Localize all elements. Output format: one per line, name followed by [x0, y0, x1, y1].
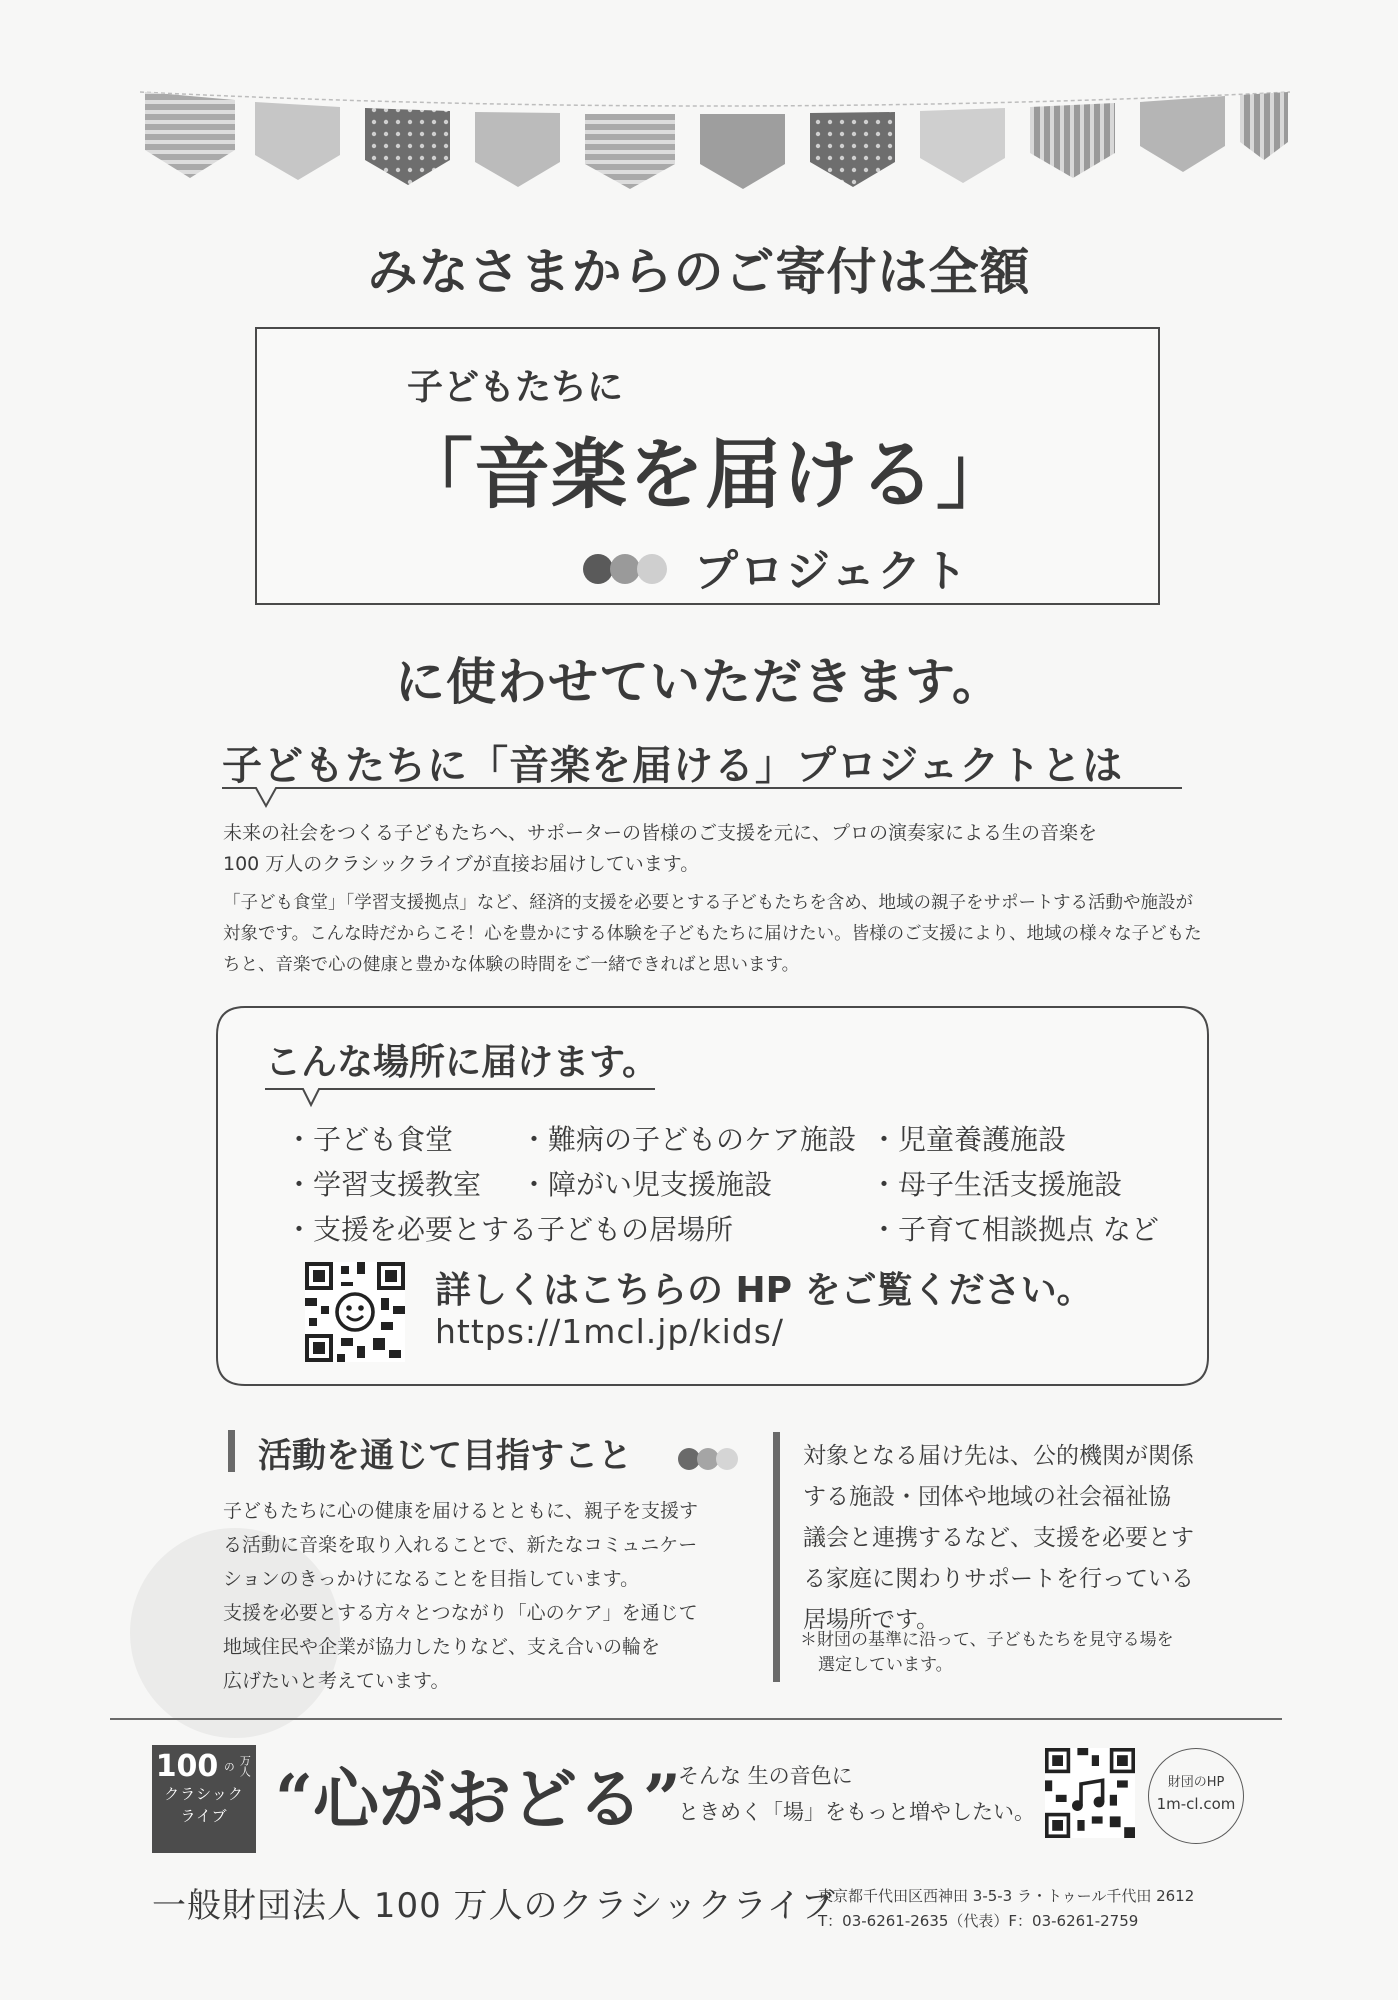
- project-title-main: 「音楽を届ける」: [397, 430, 1013, 519]
- closing-line: に使わせていただきます。: [395, 653, 1003, 711]
- project-title-prefix: 子どもたちに: [407, 367, 624, 408]
- logo-line: クラシック: [164, 1785, 244, 1803]
- target-text-line: する施設・団体や地域の社会福祉協: [803, 1484, 1171, 1510]
- logo-line: ライブ: [180, 1807, 228, 1825]
- place-item: ・支援を必要とする子どもの居場所: [285, 1213, 734, 1246]
- target-note-line: 選定しています。: [818, 1655, 953, 1675]
- homepage-label: 財団のHP: [1167, 1775, 1225, 1790]
- contact-info: [818, 1884, 1194, 1934]
- place-item: ・障がい児支援施設: [520, 1168, 773, 1201]
- about-paragraph-2-line: 「子ども食堂」「学習支援拠点」など、経済的支援を必要とする子どもたちを含め、地域の親子をサポートする活動や施設が: [223, 893, 1194, 913]
- three-circles-icon: [582, 551, 668, 587]
- goal-text-line: る活動に音楽を取り入れることで、新たなコミュニケー: [223, 1534, 698, 1556]
- project-title-suffix: プロジェクト: [694, 546, 970, 597]
- bunting-decoration: [140, 80, 1290, 200]
- heading-underline-pointer: [222, 786, 1182, 816]
- target-text: [803, 1436, 1223, 1641]
- project-title-box: [255, 327, 1160, 605]
- target-text-line: 居場所です。: [803, 1607, 940, 1633]
- target-text-line: 議会と連携するなど、支援を必要とす: [803, 1525, 1194, 1551]
- homepage-url[interactable]: 1m-cl.com: [1156, 1795, 1236, 1813]
- homepage-badge[interactable]: [1148, 1748, 1244, 1844]
- three-circles-icon: [677, 1445, 739, 1473]
- goal-heading: 活動を通じて目指すこと: [258, 1436, 632, 1476]
- place-item: ・子ども食堂: [285, 1123, 454, 1156]
- organization-logo: [152, 1745, 256, 1853]
- about-heading: 子どもたちに「音楽を届ける」プロジェクトとは: [222, 743, 1124, 789]
- places-title: こんな場所に届けます。: [265, 1042, 659, 1083]
- homepage-qr-code-icon[interactable]: [1045, 1748, 1135, 1838]
- goal-text-line: 支援を必要とする方々とつながり「心のケア」を通じて: [223, 1602, 698, 1624]
- goal-text: [223, 1494, 743, 1698]
- target-text-line: る家庭に関わりサポートを行っている: [803, 1566, 1194, 1592]
- goal-text-line: 子どもたちに心の健康を届けるとともに、親子を支援す: [223, 1500, 699, 1522]
- about-paragraph-2-line: ちと、音楽で心の健康と豊かな体験の時間をご一緒できればと思います。: [223, 955, 800, 975]
- tagline: [678, 1758, 1035, 1830]
- goal-text-line: ションのきっかけになることを目指しています。: [223, 1568, 640, 1590]
- about-paragraph-2-line: 対象です。こんな時だからこそ！心を豊かにする体験を子どもたちに届けたい。皆様のご支援により、地域の様々な子どもた: [223, 924, 1202, 944]
- tagline-line: ときめく「場」をもっと増やしたい。: [678, 1800, 1035, 1824]
- qr-code-icon[interactable]: [305, 1262, 405, 1362]
- about-paragraph-1: [223, 818, 1223, 880]
- place-item: ・学習支援教室: [285, 1168, 482, 1201]
- target-note-line: ＊財団の基準に沿って、子どもたちを見守る場を: [800, 1630, 1174, 1650]
- target-text-line: 対象となる届け先は、公的機関が関係: [803, 1443, 1194, 1469]
- address: 東京都千代田区西神田 3-5-3 ラ・トゥール千代田 2612: [818, 1887, 1195, 1905]
- phone-fax: T：03-6261-2635（代表）F：03-6261-2759: [818, 1912, 1139, 1930]
- goal-text-line: 広げたいと考えています。: [223, 1670, 450, 1692]
- organization-name: 一般財団法人 100 万人のクラシックライブ: [152, 1886, 836, 1926]
- goal-text-line: 地域住民や企業が協力したりなど、支え合いの輪を: [223, 1636, 661, 1658]
- place-item: ・難病の子どものケア施設: [520, 1123, 857, 1156]
- intro-line: みなさまからのご寄付は全額: [367, 243, 1031, 301]
- goal-heading-bar: [228, 1430, 235, 1472]
- logo-unit: 万人の: [222, 1755, 252, 1777]
- place-item: ・母子生活支援施設: [870, 1168, 1123, 1201]
- target-note: [800, 1628, 1220, 1678]
- place-item: ・児童養護施設: [870, 1123, 1067, 1156]
- kids-url-link[interactable]: https://1mcl.jp/kids/: [435, 1312, 785, 1351]
- footer-divider: [110, 1718, 1282, 1720]
- slogan: “心がおどる”: [275, 1760, 681, 1838]
- more-info-text: 詳しくはこちらの HP をご覧ください。: [435, 1270, 1093, 1311]
- about-paragraph-1-line: 100 万人のクラシックライブが直接お届けしています。: [223, 853, 700, 875]
- logo-number: 100: [155, 1749, 219, 1784]
- place-item: ・子育て相談拠点 など: [870, 1213, 1159, 1246]
- about-paragraph-2: [223, 888, 1223, 981]
- about-paragraph-1-line: 未来の社会をつくる子どもたちへ、サポーターの皆様のご支援を元に、プロの演奏家による生の音楽を: [223, 822, 1098, 844]
- tagline-line: そんな 生の音色に: [678, 1764, 853, 1788]
- target-side-bar: [773, 1432, 780, 1682]
